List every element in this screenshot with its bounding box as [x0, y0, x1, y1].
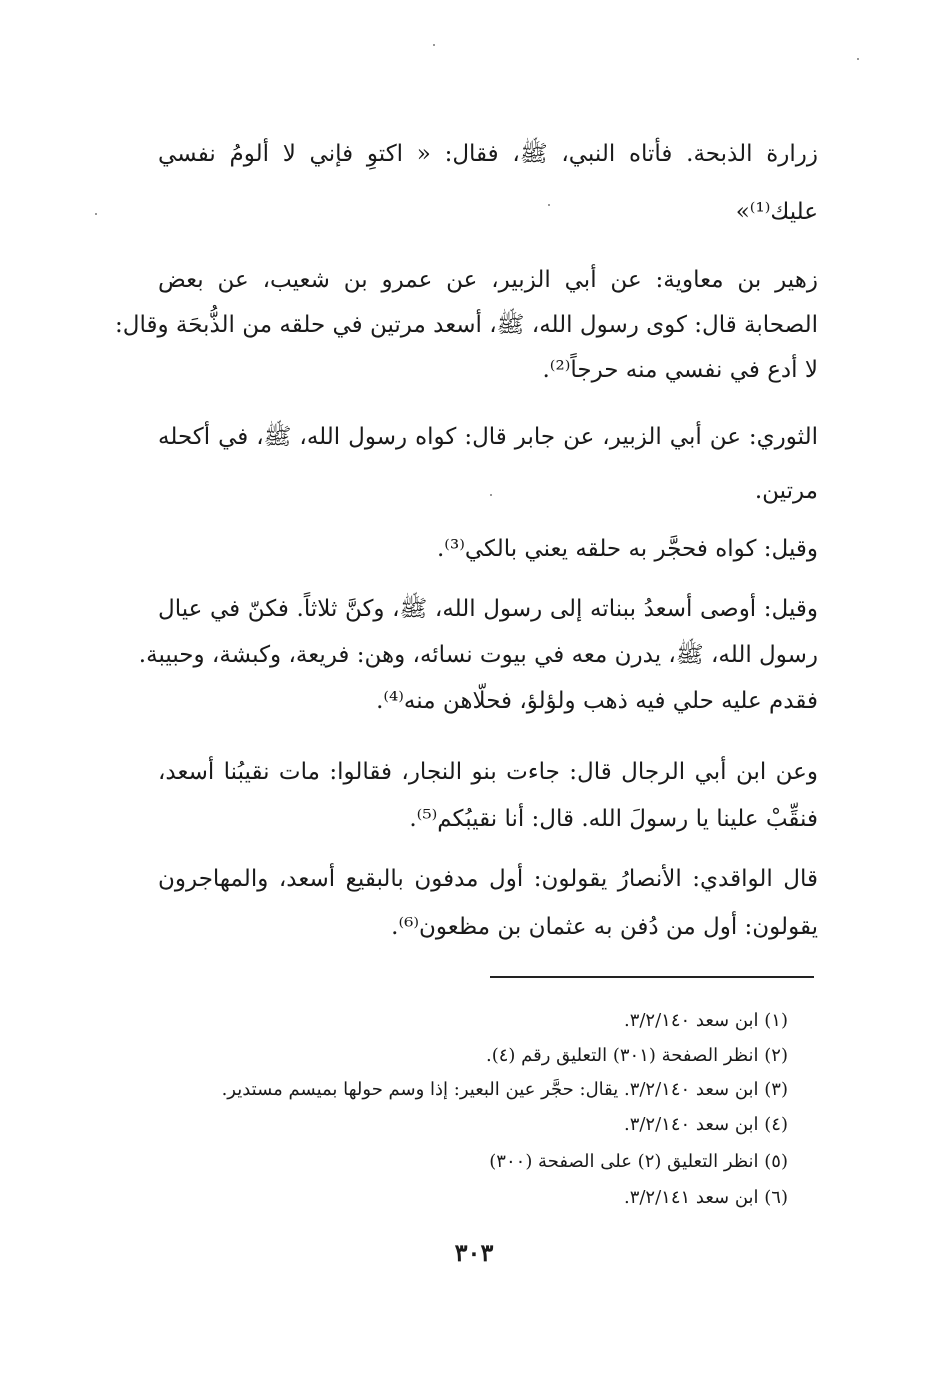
scan-speck	[490, 494, 492, 496]
footnote-4: (٤) ابن سعد ٣/٢/١٤٠.	[623, 1114, 788, 1135]
footnote-1: (١) ابن سعد ٣/٢/١٤٠.	[623, 1010, 788, 1031]
scan-speck	[548, 204, 550, 206]
scan-speck	[433, 44, 435, 46]
text-line: لا أدع في نفسي منه حرجاً⁽²⁾.	[542, 357, 818, 383]
footnote-separator	[490, 976, 814, 978]
text-line: يقولون: أول من دُفن به عثمان بن مظعون⁽⁶⁾.	[391, 914, 818, 940]
text-line: وقيل: أوصى أسعدُ ببناته إلى رسول الله، ﷺ، وكنَّ ثلاثاً. فكنّ في عيال	[158, 596, 818, 622]
text-line: الصحابة قال: كوى رسول الله، ﷺ، أسعد مرتين في حلقه من الذُّبحَة وقال:	[114, 312, 818, 338]
text-line: وقيل: كواه فحجَّر به حلقه يعني بالكي⁽³⁾.	[436, 536, 818, 562]
text-line: الثوري: عن أبي الزبير، عن جابر قال: كواه رسول الله، ﷺ، في أكحله	[158, 424, 818, 450]
text-line: وعن ابن أبي الرجال قال: جاءت بنو النجار، فقالوا: مات نقيبُنا أسعد،	[158, 759, 818, 785]
footnote-5: (٥) انظر التعليق (٢) على الصفحة (٣٠٠)	[489, 1151, 788, 1172]
footnote-3: (٣) ابن سعد ٣/٢/١٤٠. يقال: حجَّر عين البعير: إذا وسم حولها بميسم مستدير.	[221, 1079, 788, 1100]
text-line: فنقِّبْ علينا يا رسولَ الله. قال: أنا نقيبُكم⁽⁵⁾.	[409, 806, 818, 832]
scan-speck	[95, 213, 97, 215]
text-line: فقدم عليه حلي فيه ذهب ولؤلؤ، فحلّاهن منه⁽⁴⁾.	[376, 688, 818, 714]
text-line: عليك⁽¹⁾»	[735, 199, 818, 225]
page-number: ٣٠٣	[454, 1238, 494, 1267]
text-line: قال الواقدي: الأنصارُ يقولون: أول مدفون بالبقيع أسعد، والمهاجرون	[158, 866, 818, 892]
text-line: زهير بن معاوية: عن أبي الزبير، عن عمرو بن شعيب، عن بعض	[158, 267, 818, 293]
text-line: رسول الله، ﷺ، يدرن معه في بيوت نسائه، وهن: فريعة، وكبشة، وحبيبة.	[138, 642, 818, 668]
text-line: مرتين.	[754, 478, 818, 504]
footnote-6: (٦) ابن سعد ٣/٢/١٤١.	[623, 1187, 788, 1208]
text-line: زرارة الذبحة. فأتاه النبي، ﷺ، فقال: « اكتوِ فإني لا ألومُ نفسي	[158, 141, 818, 167]
footnote-2: (٢) انظر الصفحة (٣٠١) التعليق رقم (٤).	[485, 1045, 788, 1066]
scan-speck	[857, 58, 859, 60]
